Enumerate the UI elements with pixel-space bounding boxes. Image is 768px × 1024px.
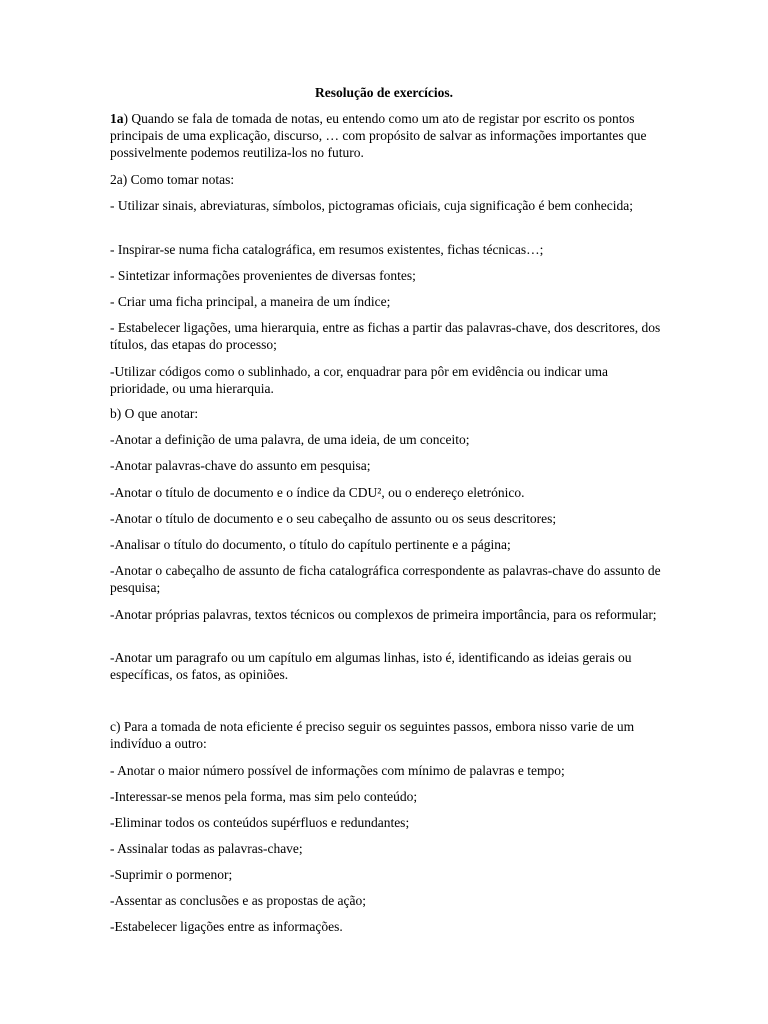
section-b-item: -Anotar palavras-chave do assunto em pesquisa; (110, 458, 371, 473)
section-c-item: - Anotar o maior número possível de informações com mínimo de palavras e tempo; (110, 763, 565, 778)
section-c-item: -Assentar as conclusões e as propostas de ação; (110, 893, 367, 908)
section-b-item: -Anotar o título de documento e o seu cabeçalho de assunto ou os seus descritores; (110, 511, 557, 526)
section-b-item: -Anotar o título de documento e o índice da CDU², ou o endereço eletrónico. (110, 485, 525, 500)
section-2a-item: - Criar uma ficha principal, a maneira de um índice; (110, 294, 391, 309)
section-2a-item: - Utilizar sinais, abreviaturas, símbolos, pictogramas oficiais, cuja significação é bem conhecida; (110, 198, 633, 213)
section-b-item: -Analisar o título do documento, o título do capítulo pertinente e a página; (110, 537, 511, 552)
section-c-item: - Assinalar todas as palavras-chave; (110, 841, 303, 856)
section-b-item: -Anotar o cabeçalho de assunto de ficha catalográfica correspondente as palavras-chave do assunto de pesquisa; (110, 563, 661, 595)
section-b-item: -Anotar um paragrafo ou um capítulo em algumas linhas, isto é, identificando as ideias gerais ou específicas, os fatos, as opiniões. (110, 650, 632, 682)
section-c-heading: c) Para a tomada de nota eficiente é preciso seguir os seguintes passos, embora nisso varie de um indivíduo a outro: (110, 719, 635, 751)
intro-number: 1a (110, 111, 124, 126)
intro-text: ) Quando se fala de tomada de notas, eu entendo como um ato de registar por escrito os pontos principais de uma explicação, discurso, … com propósito de salvar as informações importantes que possivelmente podemos reutiliza-los no futuro. (110, 111, 647, 160)
section-2a-item: -Utilizar códigos como o sublinhado, a cor, enquadrar para pôr em evidência ou indicar uma prioridade, ou uma hierarquia. (110, 364, 609, 396)
intro-paragraph (110, 110, 670, 161)
section-b-item: -Anotar próprias palavras, textos técnicos ou complexos de primeira importância, para os reformular; (110, 607, 657, 622)
section-2a-item: - Inspirar-se numa ficha catalográfica, em resumos existentes, fichas técnicas…; (110, 242, 544, 257)
section-c-item: -Eliminar todos os conteúdos supérfluos e redundantes; (110, 815, 410, 830)
document-title: Resolução de exercícios. (314, 85, 454, 100)
section-2a-item: - Estabelecer ligações, uma hierarquia, entre as fichas a partir das palavras-chave, dos descritores, dos títulos, das etapas do processo; (110, 320, 661, 352)
section-2a-heading: 2a) Como tomar notas: (110, 172, 235, 187)
section-c-item: -Interessar-se menos pela forma, mas sim pelo conteúdo; (110, 789, 418, 804)
section-c-item: -Estabelecer ligações entre as informações. (110, 919, 343, 934)
section-2a-item: - Sintetizar informações provenientes de diversas fontes; (110, 268, 416, 283)
section-c-item: -Suprimir o pormenor; (110, 867, 233, 882)
section-b-heading: b) O que anotar: (110, 406, 199, 421)
section-b-item: -Anotar a definição de uma palavra, de uma ideia, de um conceito; (110, 432, 470, 447)
